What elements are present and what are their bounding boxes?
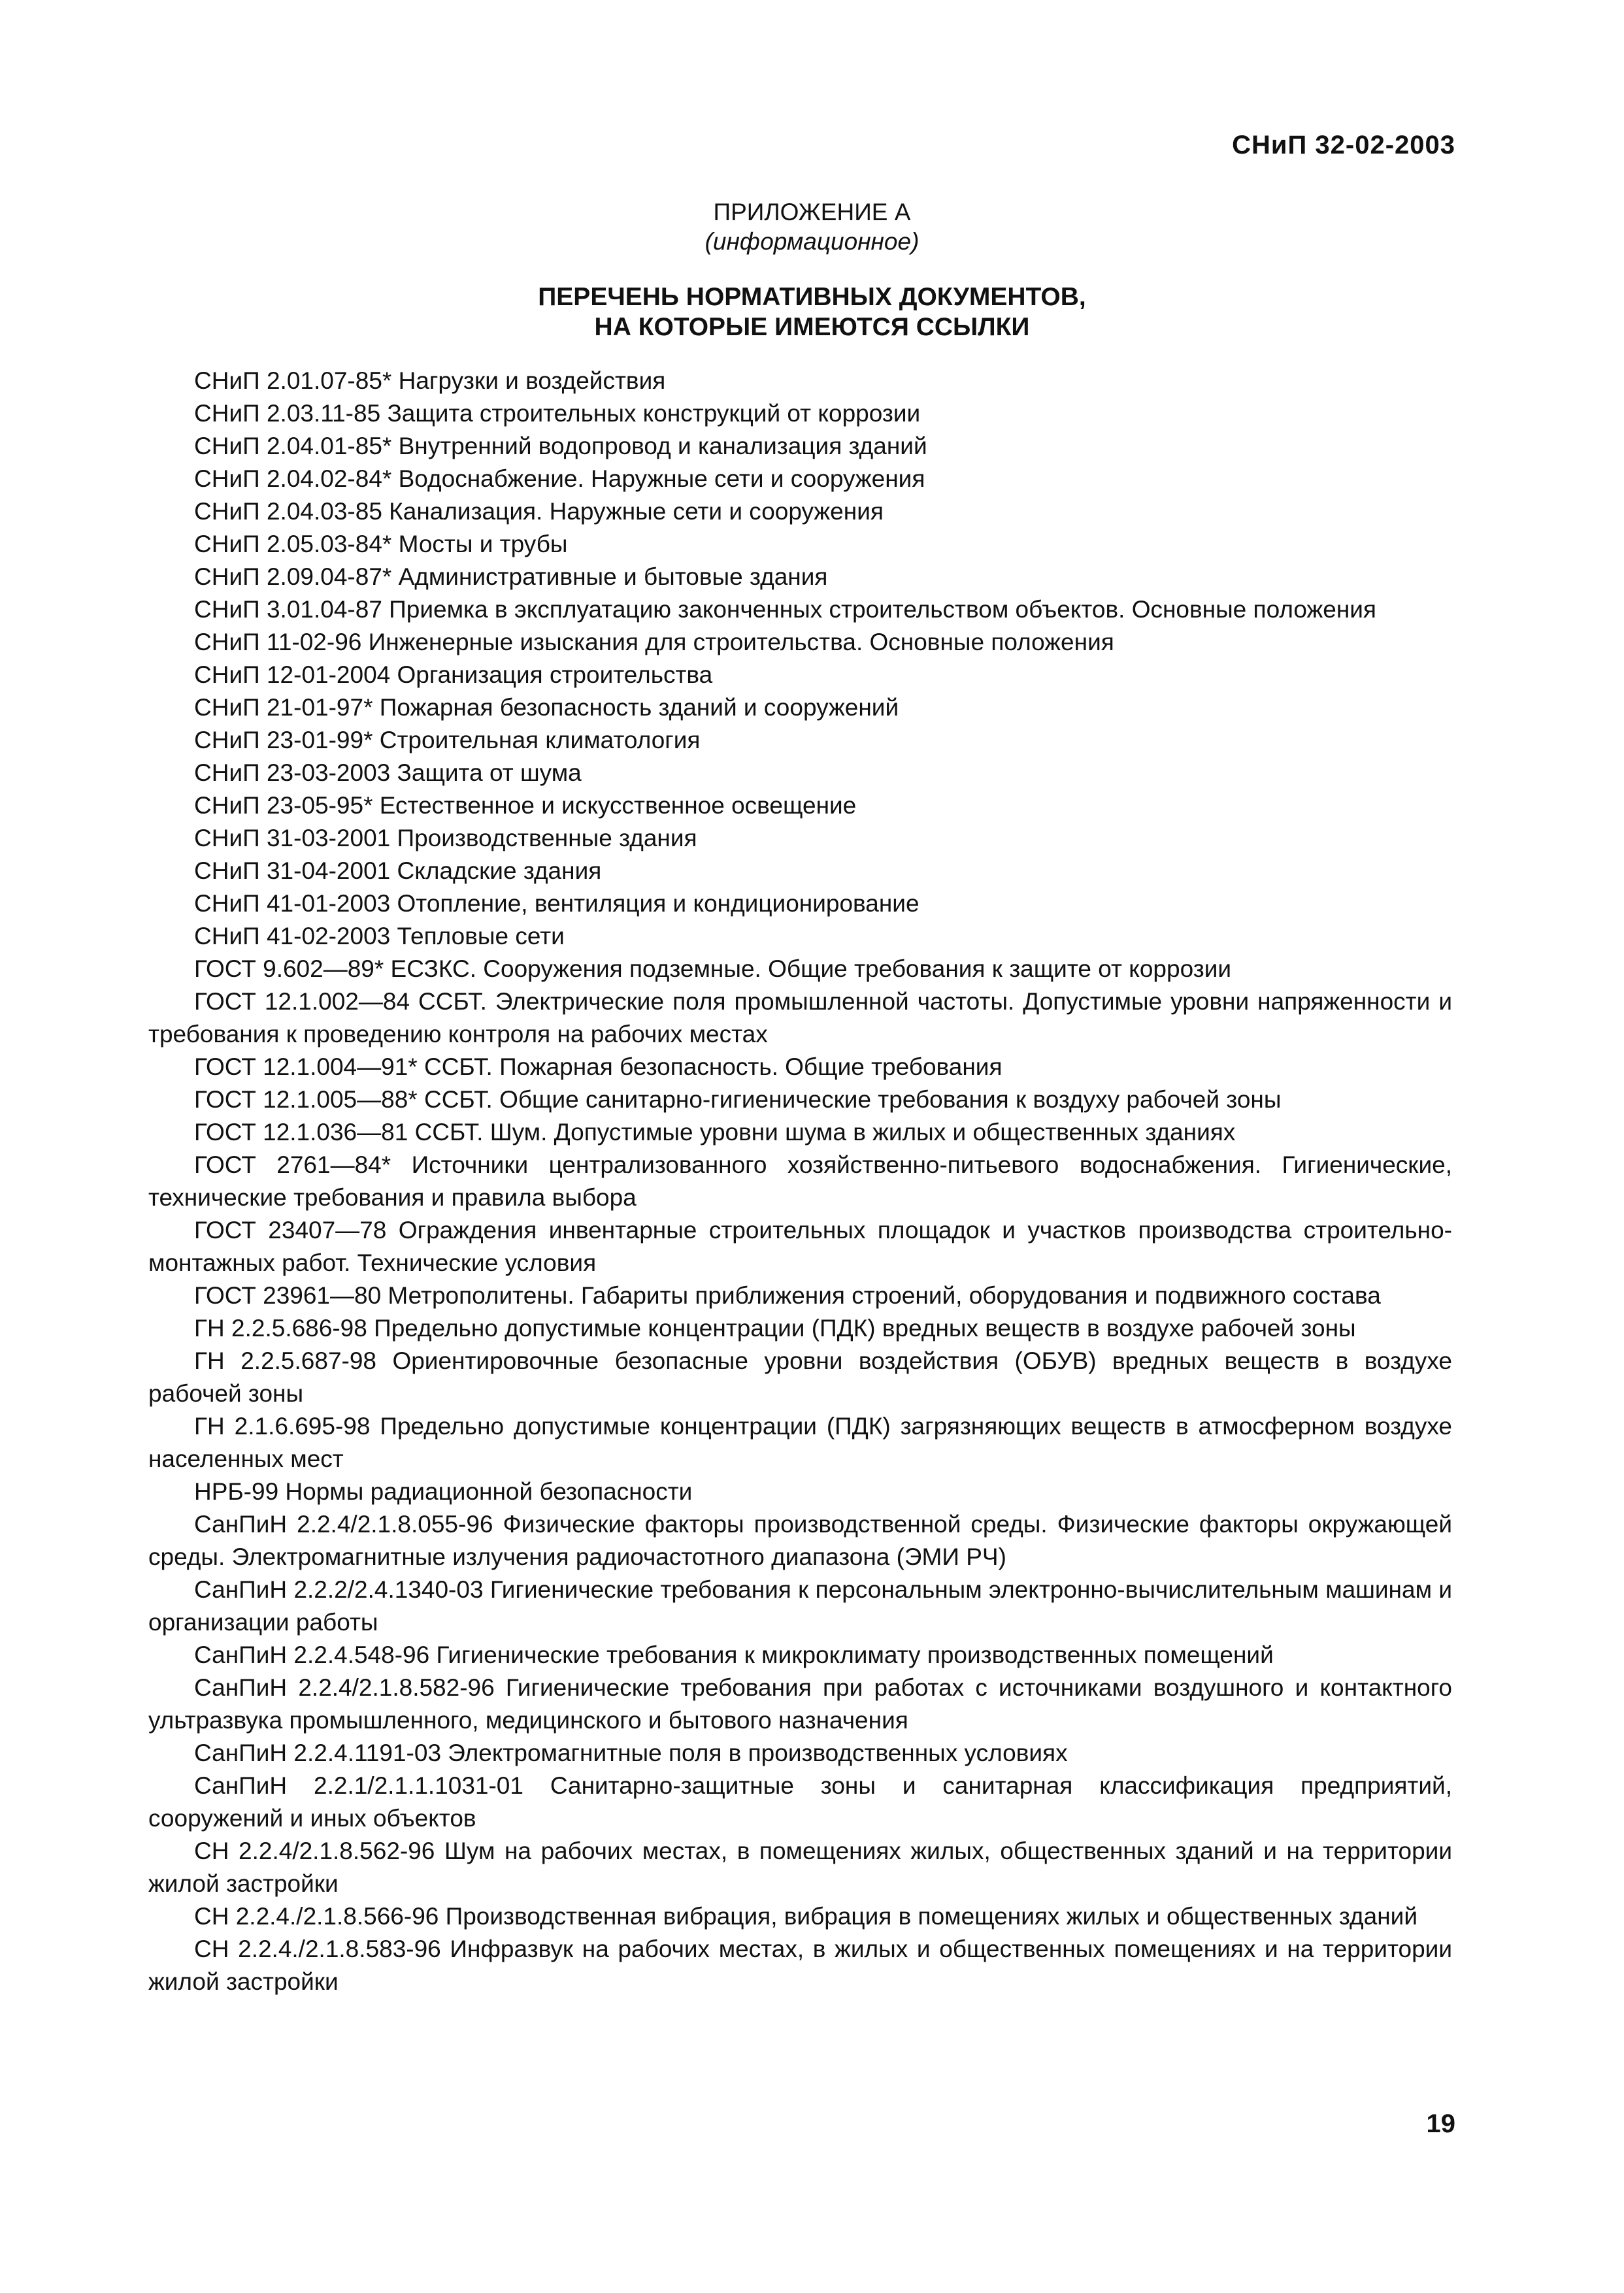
- reference-item: СНиП 31-04-2001 Складские здания: [194, 857, 602, 884]
- reference-item: СанПиН 2.2.4.1191-03 Электромагнитные поля в производственных условиях: [194, 1740, 1068, 1766]
- reference-item: СНиП 2.05.03-84* Мосты и трубы: [194, 531, 568, 557]
- reference-item: ГН 2.1.6.695-98 Предельно допустимые концентрации (ПДК) загрязняющих веществ в атмосферном воздухе населенных мест: [148, 1413, 1452, 1472]
- reference-item: СНиП 2.03.11-85 Защита строительных конструкций от коррозии: [194, 400, 921, 427]
- reference-item: СанПиН 2.2.4.548-96 Гигиенические требования к микроклимату производственных помещений: [194, 1641, 1274, 1668]
- reference-list: [148, 365, 1452, 1998]
- reference-item: СанПиН 2.2.1/2.1.1.1031-01 Санитарно-защитные зоны и санитарная классификация предприятий, сооружений и иных объектов: [148, 1772, 1452, 1832]
- reference-item: СНиП 2.09.04-87* Административные и бытовые здания: [194, 563, 828, 590]
- appendix-title: ПРИЛОЖЕНИЕ А: [713, 199, 911, 225]
- reference-item: СНиП 23-05-95* Естественное и искусственное освещение: [194, 792, 857, 819]
- reference-item: ГОСТ 12.1.005—88* ССБТ. Общие санитарно-гигиенические требования к воздуху рабочей зоны: [194, 1086, 1282, 1113]
- reference-item: СанПиН 2.2.4/2.1.8.055-96 Физические факторы производственной среды. Физические факторы окружающей среды. Электромагнитные излучения радиочастотного диапазона (ЭМИ РЧ): [148, 1511, 1452, 1570]
- reference-item: ГОСТ 12.1.002—84 ССБТ. Электрические поля промышленной частоты. Допустимые уровни напряженности и требования к проведению контроля на рабочих местах: [148, 988, 1452, 1048]
- reference-item: ГН 2.2.5.687-98 Ориентировочные безопасные уровни воздействия (ОБУВ) вредных веществ в воздухе рабочей зоны: [148, 1347, 1452, 1407]
- document-code: СНиП 32-02-2003: [1232, 131, 1455, 159]
- list-title-line-1: ПЕРЕЧЕНЬ НОРМАТИВНЫХ ДОКУМЕНТОВ,: [538, 283, 1086, 311]
- page-number: 19: [1426, 2109, 1455, 2138]
- reference-item: СН 2.2.4./2.1.8.566-96 Производственная вибрация, вибрация в помещениях жилых и общественных зданий: [194, 1903, 1417, 1930]
- reference-item: ГОСТ 9.602—89* ЕСЗКС. Сооружения подземные. Общие требования к защите от коррозии: [194, 955, 1232, 982]
- reference-item: СНиП 31-03-2001 Производственные здания: [194, 825, 697, 851]
- reference-item: СНиП 2.01.07-85* Нагрузки и воздействия: [194, 367, 666, 394]
- reference-item: СНиП 23-03-2003 Защита от шума: [194, 759, 582, 786]
- reference-item: СН 2.2.4./2.1.8.583-96 Инфразвук на рабочих местах, в жилых и общественных помещениях и на территории жилой застройки: [148, 1936, 1452, 1995]
- reference-item: СанПиН 2.2.2/2.4.1340-03 Гигиенические требования к персональным электронно-вычислительным машинам и организации работы: [148, 1576, 1452, 1636]
- reference-item: ГОСТ 12.1.004—91* ССБТ. Пожарная безопасность. Общие требования: [194, 1053, 1003, 1080]
- reference-item: ГН 2.2.5.686-98 Предельно допустимые концентрации (ПДК) вредных веществ в воздухе рабочей зоны: [194, 1315, 1356, 1342]
- reference-item: СНиП 11-02-96 Инженерные изыскания для строительства. Основные положения: [194, 629, 1114, 655]
- reference-item: СНиП 21-01-97* Пожарная безопасность зданий и сооружений: [194, 694, 899, 721]
- reference-item: СН 2.2.4/2.1.8.562-96 Шум на рабочих местах, в помещениях жилых, общественных зданий и на территории жилой застройки: [148, 1838, 1452, 1897]
- reference-item: СНиП 2.04.02-84* Водоснабжение. Наружные сети и сооружения: [194, 465, 925, 492]
- reference-item: СанПиН 2.2.4/2.1.8.582-96 Гигиенические требования при работах с источниками воздушного и контактного ультразвука промышленного, медицинского и бытового назначения: [148, 1674, 1452, 1734]
- reference-item: ГОСТ 2761—84* Источники централизованного хозяйственно-питьевого водоснабжения. Гигиенические, технические требования и правила выбора: [148, 1151, 1452, 1211]
- reference-item: СНиП 41-01-2003 Отопление, вентиляция и кондиционирование: [194, 890, 920, 917]
- reference-item: СНиП 3.01.04-87 Приемка в эксплуатацию законченных строительством объектов. Основные положения: [194, 596, 1376, 623]
- reference-item: НРБ-99 Нормы радиационной безопасности: [194, 1478, 693, 1505]
- reference-item: ГОСТ 23407—78 Ограждения инвентарные строительных площадок и участков производства строительно-монтажных работ. Технические условия: [148, 1217, 1452, 1276]
- reference-item: СНиП 2.04.03-85 Канализация. Наружные сети и сооружения: [194, 498, 884, 525]
- list-title-line-2: НА КОТОРЫЕ ИМЕЮТСЯ ССЫЛКИ: [594, 313, 1030, 341]
- reference-item: СНиП 23-01-99* Строительная климатология: [194, 727, 701, 753]
- reference-item: СНиП 2.04.01-85* Внутренний водопровод и канализация зданий: [194, 433, 927, 459]
- list-title: [0, 282, 1624, 342]
- reference-item: СНиП 12-01-2004 Организация строительства: [194, 661, 713, 688]
- reference-item: ГОСТ 12.1.036—81 ССБТ. Шум. Допустимые уровни шума в жилых и общественных зданиях: [194, 1119, 1236, 1146]
- appendix-subtitle: (информационное): [704, 228, 920, 255]
- reference-item: ГОСТ 23961—80 Метрополитены. Габариты приближения строений, оборудования и подвижного состава: [194, 1282, 1381, 1309]
- reference-item: СНиП 41-02-2003 Тепловые сети: [194, 923, 565, 949]
